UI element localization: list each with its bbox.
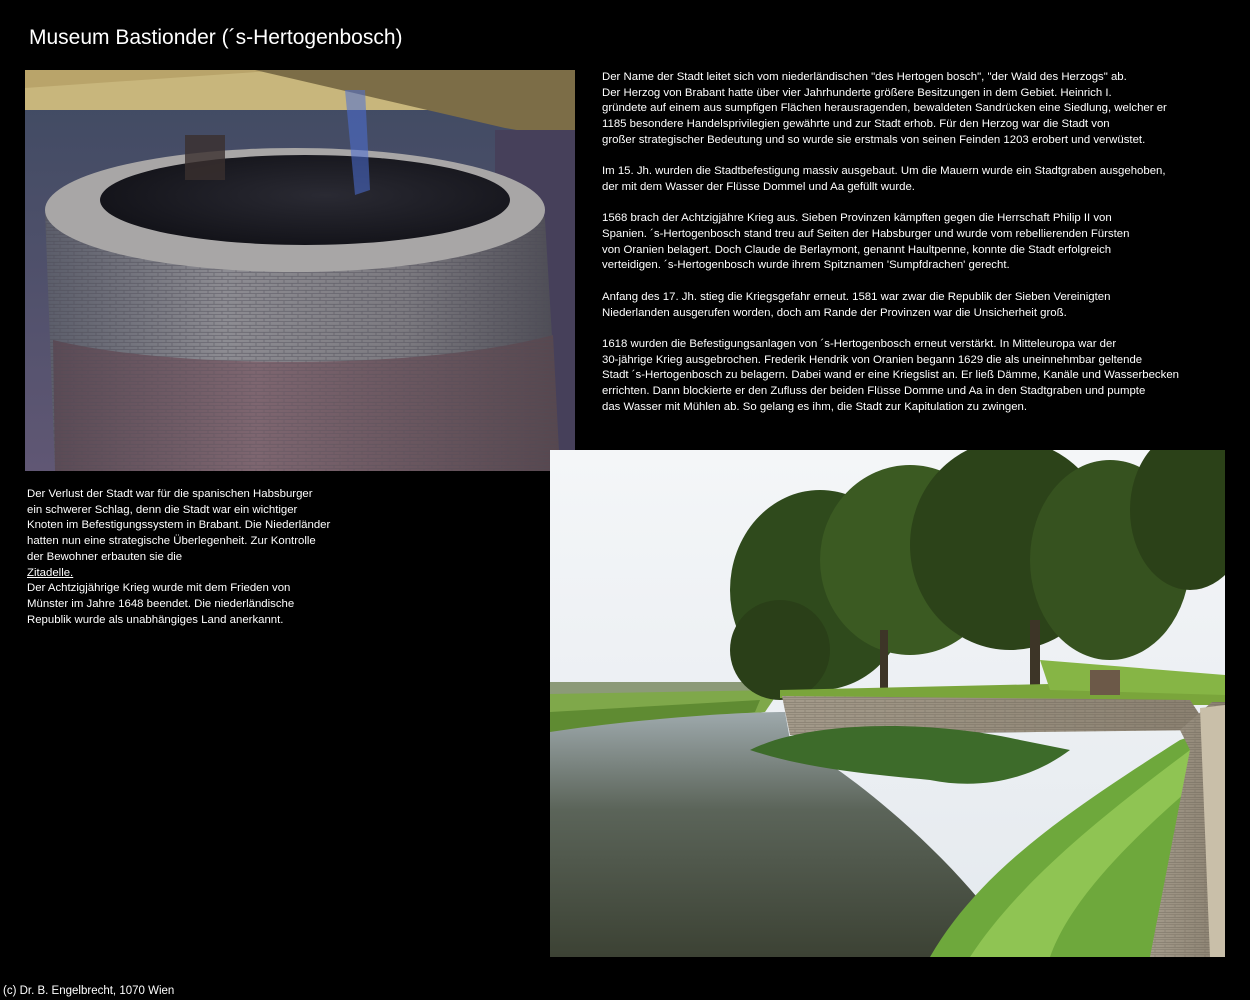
text-line: Der Achtzigjährige Krieg wurde mit dem Frieden von bbox=[27, 582, 291, 595]
text-line: Stadt ´s-Hertogenbosch zu belagern. Dabei wand er eine Kriegslist an. Er ließ Dämme, Kanäle und Wasserbecken bbox=[602, 369, 1179, 382]
text-line: 1568 brach der Achtzigjähre Krieg aus. Sieben Provinzen kämpften gegen die Herrschaft Philip II von bbox=[602, 212, 1112, 225]
history-text bbox=[602, 70, 1227, 431]
paragraph-2 bbox=[602, 164, 1227, 195]
text-line: der mit dem Wasser der Flüsse Dommel und Aa gefüllt wurde. bbox=[602, 180, 915, 193]
page-title: Museum Bastionder (´s-Hertogenbosch) bbox=[29, 26, 403, 49]
paragraph-4 bbox=[602, 290, 1227, 321]
text-line: Im 15. Jh. wurden die Stadtbefestigung massiv ausgebaut. Um die Mauern wurde ein Stadtgraben ausgehoben, bbox=[602, 165, 1166, 178]
text-line: verteidigen. ´s-Hertogenbosch wurde ihrem Spitznamen 'Sumpfdrachen' gerecht. bbox=[602, 259, 1010, 272]
text-line: von Oranien belagert. Doch Claude de Berlaymont, genannt Haultpenne, konnte die Stadt erfolgreich bbox=[602, 243, 1112, 256]
text-line: hatten nun eine strategische Überlegenheit. Zur Kontrolle bbox=[27, 535, 316, 548]
text-line: Niederlanden ausgerufen worden, doch am Rande der Provinzen war die Unsicherheit groß. bbox=[602, 306, 1067, 319]
text-line: Anfang des 17. Jh. stieg die Kriegsgefahr erneut. 1581 war zwar die Republik der Sieben Vereinigten bbox=[602, 290, 1111, 303]
paragraph-1 bbox=[602, 70, 1227, 149]
tower-photo bbox=[25, 70, 575, 471]
text-line: ein schwerer Schlag, denn die Stadt war ein wichtiger bbox=[27, 503, 298, 516]
text-line: 30-jährige Krieg ausgebrochen. Frederik Hendrik von Oranien begann 1629 die als uneinnehmbar geltende bbox=[602, 353, 1143, 366]
copyright-footer: (c) Dr. B. Engelbrecht, 1070 Wien bbox=[3, 985, 175, 997]
text-line: Spanien. ´s-Hertogenbosch stand treu auf Seiten der Habsburger und wurde vom rebellierenden Fürsten bbox=[602, 228, 1130, 240]
text-line: der Bewohner erbauten sie die bbox=[27, 550, 183, 563]
text-line: 1185 besondere Handelsprivilegien gewährte und zur Stadt erhob. Für den Herzog war die Stadt von bbox=[602, 118, 1110, 131]
zitadelle-link[interactable]: Zitadelle. bbox=[27, 566, 74, 579]
text-line: Knoten im Befestigungssystem in Brabant. Die Niederländer bbox=[27, 519, 331, 532]
text-line: Der Herzog von Brabant hatte über vier Jahrhunderte größere Besitzungen in dem Gebiet. Heinrich I. bbox=[602, 86, 1112, 99]
citadel-text bbox=[27, 487, 367, 628]
paragraph-5 bbox=[602, 337, 1227, 416]
bastion-photo bbox=[550, 450, 1225, 957]
text-line: das Wasser mit Mühlen ab. So gelang es ihm, die Stadt zur Kapitulation zu zwingen. bbox=[602, 400, 1028, 413]
paragraph-citadel bbox=[27, 487, 367, 628]
text-line: großer strategischer Bedeutung und so wurde sie erstmals von seinen Feinden 1203 erobert und verwüstet. bbox=[602, 133, 1146, 146]
text-line: Der Name der Stadt leitet sich vom niederländischen "des Hertogen bosch", "der Wald des Herzogs" ab. bbox=[602, 71, 1127, 83]
text-line: errichten. Dann blockierte er den Zufluss der beiden Flüsse Domme und Aa in den Stadtgraben und pumpte bbox=[602, 385, 1146, 397]
text-line: 1618 wurden die Befestigungsanlagen von ´s-Hertogenbosch erneut verstärkt. In Mitteleuropa war der bbox=[602, 337, 1117, 350]
text-line: Münster im Jahre 1648 beendet. Die niederländische bbox=[27, 597, 295, 610]
paragraph-3 bbox=[602, 211, 1227, 274]
text-line: Republik wurde als unabhängiges Land anerkannt. bbox=[27, 613, 284, 626]
text-line: Der Verlust der Stadt war für die spanischen Habsburger bbox=[27, 488, 313, 500]
text-line: gründete auf einem aus sumpfigen Flächen herausragenden, bewaldeten Sandrücken eine Siedlung, welcher er bbox=[602, 102, 1167, 115]
